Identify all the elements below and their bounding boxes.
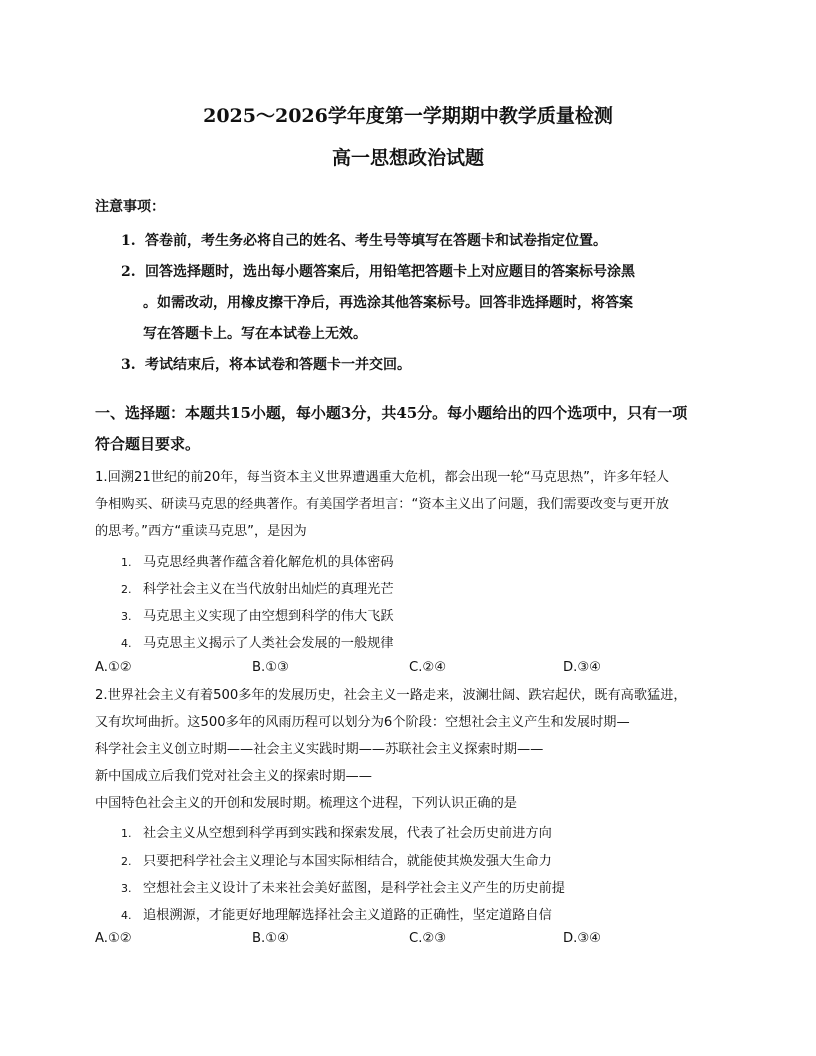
note-item-1 bbox=[121, 226, 721, 257]
answer-choice-c: C.②③ bbox=[409, 931, 447, 946]
option-number: 2. bbox=[121, 583, 132, 596]
note-text: 答卷前，考生务必将自己的姓名、考生号等填写在答题卡和试卷指定位置。 bbox=[145, 233, 607, 249]
stem-line: 又有坎坷曲折。这500多年的风雨历程可以划分为6个阶段：空想社会主义产生和发展时期— bbox=[95, 715, 630, 730]
option-text: 马克思经典著作蕴含着化解危机的具体密码 bbox=[143, 555, 394, 570]
option-number: 4. bbox=[121, 909, 132, 922]
section-heading bbox=[95, 398, 725, 460]
question-1-option bbox=[121, 632, 394, 651]
exam-title: 2025～2026学年度第一学期期中教学质量检测 bbox=[203, 105, 613, 127]
stem-line: 科学社会主义创立时期——社会主义实践时期——苏联社会主义探索时期—— bbox=[95, 742, 544, 757]
answer-choice-a: A.①② bbox=[95, 660, 132, 675]
option-text: 空想社会主义设计了未来社会美好蓝图，是科学社会主义产生的历史前提 bbox=[143, 881, 565, 896]
stem-line: 的思考。”西方“重读马克思”，是因为 bbox=[95, 524, 307, 539]
stem-line: 中国特色社会主义的开创和发展时期。梳理这个进程，下列认识正确的是 bbox=[95, 796, 517, 811]
option-text: 马克思主义揭示了人类社会发展的一般规律 bbox=[143, 636, 394, 651]
answer-choice-a: A.①② bbox=[95, 931, 132, 946]
note-number: 1. bbox=[121, 233, 136, 249]
note-text: 回答选择题时，选出每小题答案后，用铅笔把答题卡上对应题目的答案标号涂黑 bbox=[145, 264, 635, 280]
notes-heading: 注意事项： bbox=[95, 199, 165, 215]
option-text: 社会主义从空想到科学再到实践和探索发展，代表了社会历史前进方向 bbox=[143, 826, 552, 841]
section-heading-line: 符合题目要求。 bbox=[95, 435, 201, 453]
note-number: 2. bbox=[121, 264, 136, 280]
answer-choice-b: B.①③ bbox=[252, 660, 289, 675]
question-1-option bbox=[121, 551, 394, 570]
question-1-option bbox=[121, 578, 394, 597]
note-item-3 bbox=[121, 350, 721, 381]
stem-line: 新中国成立后我们党对社会主义的探索时期—— bbox=[95, 769, 372, 784]
answer-choice-d: D.③④ bbox=[563, 660, 601, 675]
answer-choice-d: D.③④ bbox=[563, 931, 601, 946]
answer-choice-b: B.①④ bbox=[252, 931, 289, 946]
question-2-option bbox=[121, 877, 565, 896]
note-number: 3. bbox=[121, 357, 136, 373]
option-number: 4. bbox=[121, 637, 132, 650]
option-number: 1. bbox=[121, 827, 132, 840]
answer-choice-c: C.②④ bbox=[409, 660, 447, 675]
stem-line: 争相购买、研读马克思的经典著作。有美国学者坦言：“资本主义出了问题，我们需要改变与更开放 bbox=[95, 497, 669, 512]
option-number: 3. bbox=[121, 882, 132, 895]
option-text: 科学社会主义在当代放射出灿烂的真理光芒 bbox=[143, 582, 394, 597]
exam-subtitle: 高一思想政治试题 bbox=[331, 147, 484, 169]
note-text-continued: 。如需改动，用橡皮擦干净后，再选涂其他答案标号。回答非选择题时，将答案 bbox=[143, 295, 633, 311]
question-1-stem bbox=[95, 464, 725, 545]
option-number: 3. bbox=[121, 610, 132, 623]
option-text: 马克思主义实现了由空想到科学的伟大飞跃 bbox=[143, 609, 394, 624]
stem-line: 1.回溯21世纪的前20年，每当资本主义世界遭遇重大危机，都会出现一轮“马克思热”，许多年轻人 bbox=[95, 470, 670, 485]
stem-line: 2.世界社会主义有着500多年的发展历史，社会主义一路走来，波澜壮阔、跌宕起伏，既有高歌猛进， bbox=[95, 688, 687, 703]
question-2-option bbox=[121, 822, 552, 841]
question-1-option bbox=[121, 605, 394, 624]
section-heading-line: 一、选择题：本题共15小题，每小题3分，共45分。每小题给出的四个选项中，只有一项 bbox=[95, 404, 688, 422]
question-2-option bbox=[121, 850, 552, 869]
option-text: 只要把科学社会主义理论与本国实际相结合，就能使其焕发强大生命力 bbox=[143, 854, 552, 869]
option-text: 追根溯源，才能更好地理解选择社会主义道路的正确性，坚定道路自信 bbox=[143, 908, 552, 923]
option-number: 2. bbox=[121, 855, 132, 868]
note-text-continued: 写在答题卡上。写在本试卷上无效。 bbox=[143, 326, 367, 342]
option-number: 1. bbox=[121, 556, 132, 569]
note-item-2 bbox=[121, 257, 721, 350]
question-2-stem bbox=[95, 682, 725, 817]
question-2-option bbox=[121, 904, 552, 923]
note-text: 考试结束后，将本试卷和答题卡一并交回。 bbox=[145, 357, 411, 373]
